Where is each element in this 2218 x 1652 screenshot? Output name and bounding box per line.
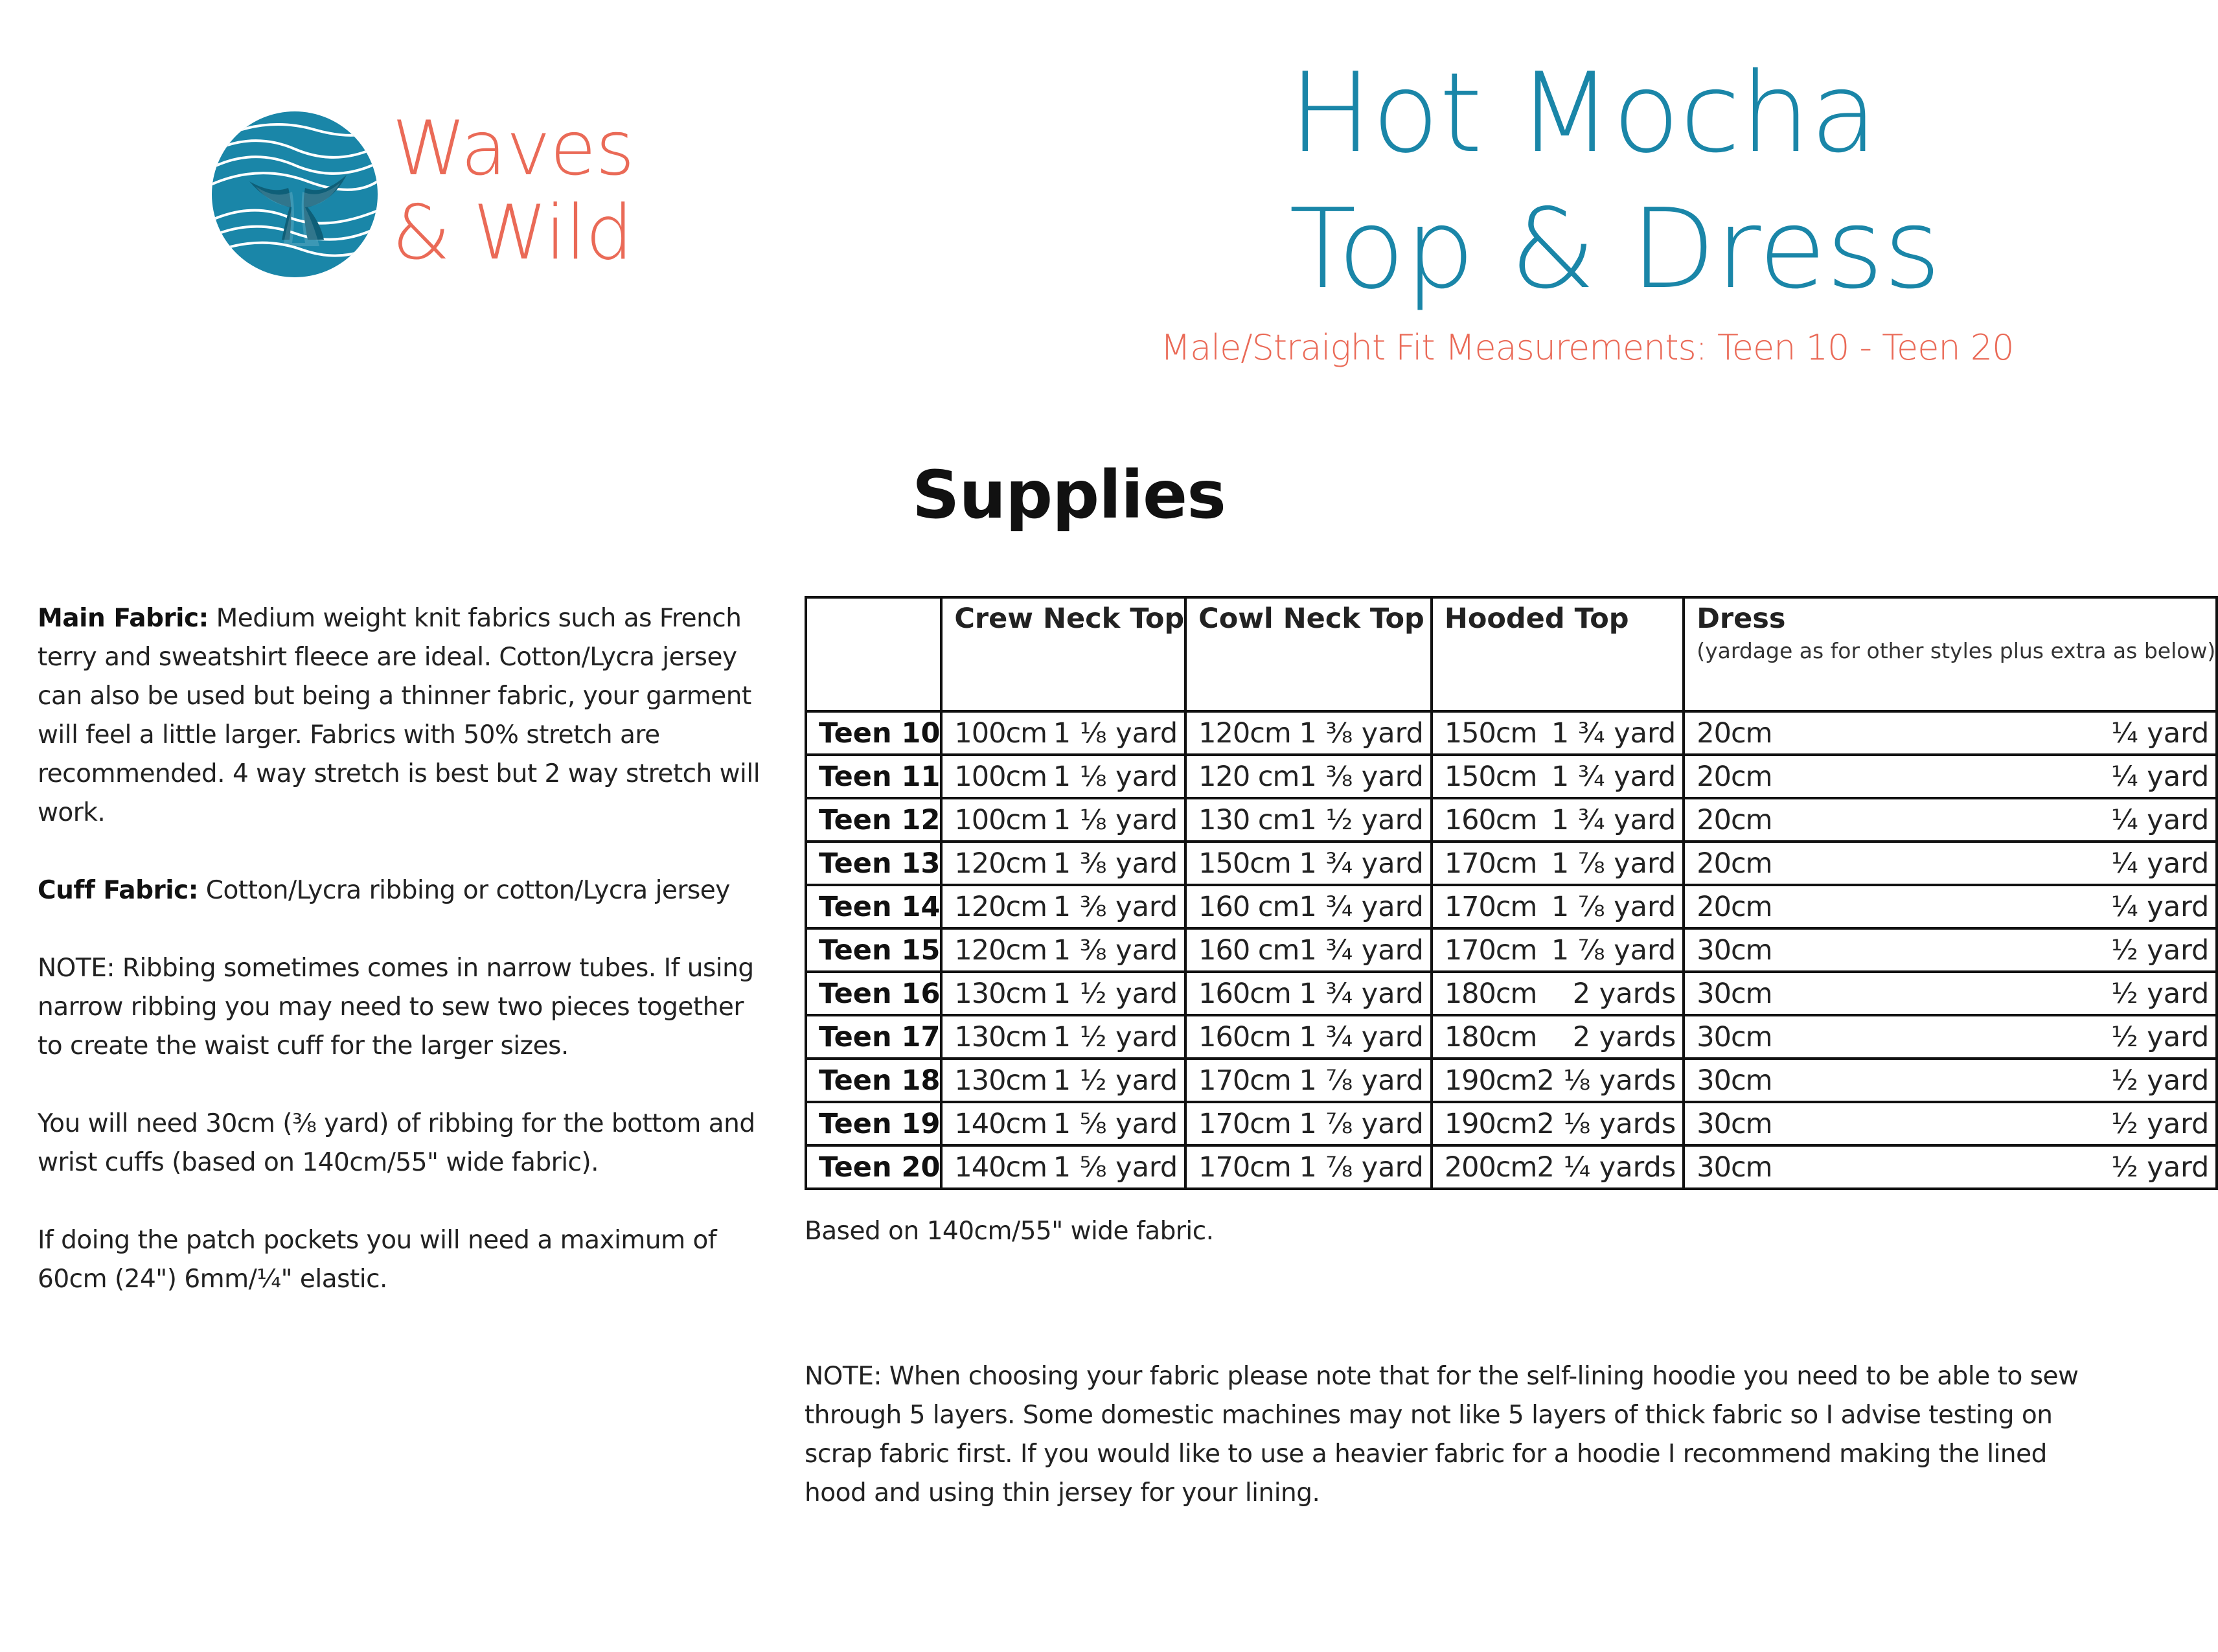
crew-cell xyxy=(941,928,1185,972)
crew-cm: 100cm xyxy=(954,717,1047,750)
cowl-cm: 160 cm xyxy=(1198,890,1299,923)
dress-cell xyxy=(1684,1145,2217,1189)
cowl-yardage: 1 ⅜ yard xyxy=(1299,717,1424,750)
supplies-table xyxy=(805,596,2218,1190)
crew-cell xyxy=(941,711,1185,755)
fabric-notes xyxy=(38,599,763,1299)
table-row xyxy=(806,755,2217,798)
crew-cm: 140cm xyxy=(954,1107,1047,1140)
table-footnote: Based on 140cm/55" wide fabric. xyxy=(805,1217,1214,1246)
hooded-yardage: 1 ⅞ yard xyxy=(1551,890,1676,923)
hooded-yardage: 2 ⅛ yards xyxy=(1537,1107,1676,1140)
dress-cm: 30cm xyxy=(1697,934,1772,967)
crew-cell xyxy=(941,842,1185,885)
crew-cell xyxy=(941,755,1185,798)
crew-yardage: 1 ⅛ yard xyxy=(1053,717,1178,750)
hooded-cell xyxy=(1432,928,1684,972)
size-cell: Teen 16 xyxy=(806,972,941,1015)
hooded-yardage: 2 ¼ yards xyxy=(1537,1151,1676,1184)
title-line-2: Top & Dress xyxy=(1289,185,1941,314)
dress-yardage: ¼ yard xyxy=(2110,760,2210,793)
cowl-cm: 160cm xyxy=(1198,977,1291,1010)
hooded-cell xyxy=(1432,1145,1684,1189)
header-dress-label: Dress xyxy=(1697,602,1786,635)
dress-cell xyxy=(1684,1015,2217,1059)
table-row xyxy=(806,1015,2217,1059)
ribbing-amount: You will need 30cm (⅜ yard) of ribbing for the bottom and wrist cuffs (based on 140cm/55" wide fabric). xyxy=(38,1109,755,1177)
header-dress-note: (yardage as for other styles plus extra as below) xyxy=(1697,638,2216,663)
table-row xyxy=(806,1145,2217,1189)
dress-yardage: ½ yard xyxy=(2110,1064,2210,1097)
dress-cell xyxy=(1684,755,2217,798)
size-cell: Teen 20 xyxy=(806,1145,941,1189)
crew-yardage: 1 ⅜ yard xyxy=(1053,890,1178,923)
hooded-cm: 170cm xyxy=(1444,890,1537,923)
hooded-cm: 180cm xyxy=(1444,1020,1537,1053)
table-row xyxy=(806,885,2217,928)
cowl-yardage: 1 ⅞ yard xyxy=(1299,1151,1424,1184)
cowl-yardage: 1 ¾ yard xyxy=(1299,847,1424,880)
hooded-cell xyxy=(1432,885,1684,928)
crew-cell xyxy=(941,972,1185,1015)
cowl-yardage: 1 ⅞ yard xyxy=(1299,1064,1424,1097)
dress-cell xyxy=(1684,972,2217,1015)
page-title xyxy=(1289,45,1941,317)
hooded-cell xyxy=(1432,711,1684,755)
dress-cm: 30cm xyxy=(1697,1064,1772,1097)
whale-tail-icon xyxy=(211,110,379,279)
brand-line-1: Waves xyxy=(392,105,634,192)
dress-yardage: ¼ yard xyxy=(2110,803,2210,836)
table-row xyxy=(806,1102,2217,1145)
crew-yardage: 1 ⅜ yard xyxy=(1053,934,1178,967)
dress-cm: 20cm xyxy=(1697,760,1772,793)
dress-cell xyxy=(1684,798,2217,842)
hooded-cm: 190cm xyxy=(1444,1064,1537,1097)
hooded-yardage: 2 ⅛ yards xyxy=(1537,1064,1676,1097)
hooded-yardage: 1 ⅞ yard xyxy=(1551,934,1676,967)
cowl-yardage: 1 ½ yard xyxy=(1299,803,1424,836)
crew-cm: 100cm xyxy=(954,803,1047,836)
cowl-yardage: 1 ¾ yard xyxy=(1299,1020,1424,1053)
cowl-cell xyxy=(1185,972,1432,1015)
hooded-cell xyxy=(1432,755,1684,798)
cuff-fabric-label: Cuff Fabric: xyxy=(38,876,198,905)
cowl-cm: 130 cm xyxy=(1198,803,1299,836)
crew-cm: 130cm xyxy=(954,1064,1047,1097)
main-fabric-text: Medium weight knit fabrics such as French terry and sweatshirt fleece are ideal. Cotton/Lycra jersey can also be used but being a thinner fabric, your garment will feel a little larger. Fabrics with 50% stretch are recommended. 4 way stretch is best but 2 way stretch will work. xyxy=(38,604,760,827)
hooded-yardage: 2 yards xyxy=(1572,977,1676,1010)
crew-yardage: 1 ½ yard xyxy=(1053,1064,1178,1097)
table-row xyxy=(806,928,2217,972)
hooded-cell xyxy=(1432,1102,1684,1145)
dress-cm: 20cm xyxy=(1697,890,1772,923)
crew-yardage: 1 ½ yard xyxy=(1053,1020,1178,1053)
ribbing-note: NOTE: Ribbing sometimes comes in narrow tubes. If using narrow ribbing you may need to sew two pieces together to create the waist cuff for the larger sizes. xyxy=(38,954,754,1061)
crew-cell xyxy=(941,1145,1185,1189)
size-cell: Teen 19 xyxy=(806,1102,941,1145)
dress-yardage: ½ yard xyxy=(2110,1151,2210,1184)
dress-cm: 20cm xyxy=(1697,803,1772,836)
crew-cm: 120cm xyxy=(954,847,1047,880)
cowl-cm: 120 cm xyxy=(1198,760,1299,793)
header-hooded-top: Hooded Top xyxy=(1432,597,1684,711)
hooded-cm: 150cm xyxy=(1444,760,1537,793)
table-header-row xyxy=(806,597,2217,711)
section-title: Supplies xyxy=(912,457,1226,534)
cowl-cm: 120cm xyxy=(1198,717,1291,750)
dress-cell xyxy=(1684,885,2217,928)
size-cell: Teen 18 xyxy=(806,1059,941,1102)
crew-yardage: 1 ⅜ yard xyxy=(1053,847,1178,880)
dress-cell xyxy=(1684,1102,2217,1145)
size-cell: Teen 12 xyxy=(806,798,941,842)
hooded-yardage: 1 ¾ yard xyxy=(1551,717,1676,750)
crew-cm: 130cm xyxy=(954,977,1047,1010)
dress-cell xyxy=(1684,1059,2217,1102)
dress-cell xyxy=(1684,711,2217,755)
cowl-cm: 150cm xyxy=(1198,847,1291,880)
hooded-cell xyxy=(1432,972,1684,1015)
hooded-cm: 180cm xyxy=(1444,977,1537,1010)
size-cell: Teen 10 xyxy=(806,711,941,755)
brand-line-2: & Wild xyxy=(392,189,633,277)
dress-yardage: ½ yard xyxy=(2110,1107,2210,1140)
cowl-cell xyxy=(1185,755,1432,798)
brand-name xyxy=(392,107,634,275)
cowl-cell xyxy=(1185,1059,1432,1102)
hooded-cell xyxy=(1432,798,1684,842)
cowl-cm: 170cm xyxy=(1198,1107,1291,1140)
cuff-fabric-text: Cotton/Lycra ribbing or cotton/Lycra jersey xyxy=(198,876,730,905)
cowl-yardage: 1 ⅜ yard xyxy=(1299,760,1424,793)
dress-cm: 30cm xyxy=(1697,1151,1772,1184)
hooded-cell xyxy=(1432,1015,1684,1059)
hooded-yardage: 1 ¾ yard xyxy=(1551,803,1676,836)
header-size xyxy=(806,597,941,711)
dress-yardage: ½ yard xyxy=(2110,934,2210,967)
header-cowl-neck-top: Cowl Neck Top xyxy=(1185,597,1432,711)
dress-yardage: ¼ yard xyxy=(2110,890,2210,923)
size-cell: Teen 15 xyxy=(806,928,941,972)
hooded-cm: 200cm xyxy=(1444,1151,1537,1184)
crew-cell xyxy=(941,1102,1185,1145)
dress-cm: 30cm xyxy=(1697,1020,1772,1053)
table-row xyxy=(806,711,2217,755)
cowl-cell xyxy=(1185,1102,1432,1145)
cowl-cell xyxy=(1185,1015,1432,1059)
hooded-cm: 150cm xyxy=(1444,717,1537,750)
crew-yardage: 1 ⅛ yard xyxy=(1053,803,1178,836)
dress-cm: 20cm xyxy=(1697,717,1772,750)
dress-yardage: ¼ yard xyxy=(2110,847,2210,880)
crew-yardage: 1 ⅝ yard xyxy=(1053,1151,1178,1184)
crew-yardage: 1 ½ yard xyxy=(1053,977,1178,1010)
table-row xyxy=(806,798,2217,842)
pockets-note: If doing the patch pockets you will need a maximum of 60cm (24") 6mm/¼" elastic. xyxy=(38,1226,717,1294)
dress-yardage: ½ yard xyxy=(2110,1020,2210,1053)
table-row xyxy=(806,842,2217,885)
cowl-cell xyxy=(1185,928,1432,972)
hooded-yardage: 2 yards xyxy=(1572,1020,1676,1053)
cuff-fabric-paragraph xyxy=(38,871,763,910)
hooded-cell xyxy=(1432,1059,1684,1102)
dress-cm: 20cm xyxy=(1697,847,1772,880)
hooded-cell xyxy=(1432,842,1684,885)
cowl-yardage: 1 ¾ yard xyxy=(1299,977,1424,1010)
crew-cm: 120cm xyxy=(954,890,1047,923)
crew-cell xyxy=(941,885,1185,928)
cowl-cm: 170cm xyxy=(1198,1151,1291,1184)
cowl-yardage: 1 ¾ yard xyxy=(1299,934,1424,967)
cowl-yardage: 1 ¾ yard xyxy=(1299,890,1424,923)
fabric-choice-note: NOTE: When choosing your fabric please note that for the self-lining hoodie you need to be able to sew through 5 layers. Some domestic machines may not like 5 layers of thick fabric so I advise testing on scrap fabric first. If you would like to use a heavier fabric for a hoodie I recommend making the lined hood and using thin jersey for your lining. xyxy=(805,1362,2079,1508)
cowl-cell xyxy=(1185,798,1432,842)
cowl-cm: 160cm xyxy=(1198,1020,1291,1053)
dress-cm: 30cm xyxy=(1697,1107,1772,1140)
size-cell: Teen 14 xyxy=(806,885,941,928)
crew-cell xyxy=(941,798,1185,842)
hooded-cm: 170cm xyxy=(1444,847,1537,880)
page-subtitle: Male/Straight Fit Measurements: Teen 10 - Teen 20 xyxy=(1160,327,2014,368)
brand-logo xyxy=(207,107,661,288)
table-row xyxy=(806,972,2217,1015)
main-fabric-label: Main Fabric: xyxy=(38,604,209,633)
cowl-cell xyxy=(1185,885,1432,928)
cowl-yardage: 1 ⅞ yard xyxy=(1299,1107,1424,1140)
title-line-1: Hot Mocha xyxy=(1289,49,1878,178)
hooded-yardage: 1 ⅞ yard xyxy=(1551,847,1676,880)
hooded-cm: 160cm xyxy=(1444,803,1537,836)
crew-cell xyxy=(941,1059,1185,1102)
cowl-cm: 160 cm xyxy=(1198,934,1299,967)
dress-cell xyxy=(1684,842,2217,885)
header-crew-neck-top: Crew Neck Top xyxy=(941,597,1185,711)
cowl-cell xyxy=(1185,842,1432,885)
dress-yardage: ¼ yard xyxy=(2110,717,2210,750)
dress-yardage: ½ yard xyxy=(2110,977,2210,1010)
crew-cm: 100cm xyxy=(954,760,1047,793)
hooded-yardage: 1 ¾ yard xyxy=(1551,760,1676,793)
crew-cm: 120cm xyxy=(954,934,1047,967)
dress-cm: 30cm xyxy=(1697,977,1772,1010)
header-dress xyxy=(1684,597,2217,711)
cowl-cell xyxy=(1185,711,1432,755)
crew-cm: 140cm xyxy=(954,1151,1047,1184)
size-cell: Teen 17 xyxy=(806,1015,941,1059)
crew-yardage: 1 ⅛ yard xyxy=(1053,760,1178,793)
table-row xyxy=(806,1059,2217,1102)
crew-cell xyxy=(941,1015,1185,1059)
cowl-cell xyxy=(1185,1145,1432,1189)
size-cell: Teen 13 xyxy=(806,842,941,885)
size-cell: Teen 11 xyxy=(806,755,941,798)
cowl-cm: 170cm xyxy=(1198,1064,1291,1097)
crew-yardage: 1 ⅝ yard xyxy=(1053,1107,1178,1140)
crew-cm: 130cm xyxy=(954,1020,1047,1053)
dress-cell xyxy=(1684,928,2217,972)
main-fabric-paragraph xyxy=(38,599,763,832)
hooded-cm: 170cm xyxy=(1444,934,1537,967)
hooded-cm: 190cm xyxy=(1444,1107,1537,1140)
